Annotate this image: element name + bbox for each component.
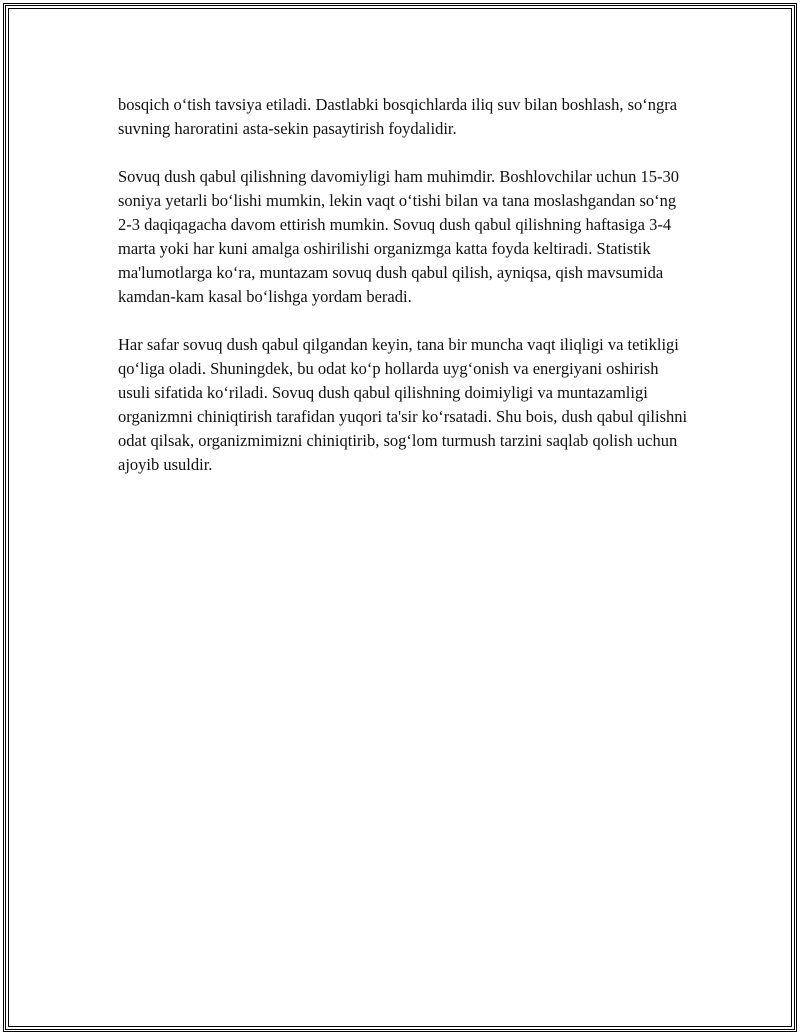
paragraph-3: Har safar sovuq dush qabul qilgandan keyin, tana bir muncha vaqt iliqligi va tetikligi qo‘liga oladi. Shuningdek, bu odat ko‘p hollarda uyg‘onish va energiyani oshirish usuli sifatida ko‘riladi. Sovuq dush qabul qilishning doimiyligi va muntazamligi organizmni chiniqtirish tarafidan yuqori ta'sir ko‘rsatadi. Shu bois, dush qabul qilishni odat qilsak, organizmimizni chiniqtirib, sog‘lom turmush tarzini saqlab qolish uchun ajoyib usuldir. xyxy=(118,335,688,474)
document-body xyxy=(118,93,688,501)
paragraph-1: bosqich o‘tish tavsiya etiladi. Dastlabki bosqichlarda iliq suv bilan boshlash, so‘ngra suvning haroratini asta-sekin pasaytirish foydalidir. xyxy=(118,95,678,138)
paragraph-2: Sovuq dush qabul qilishning davomiyligi ham muhimdir. Boshlovchilar uchun 15-30 soniya yetarli bo‘lishi mumkin, lekin vaqt o‘tishi bilan va tana moslashgandan so‘ng 2-3 daqiqagacha davom ettirish mumkin. Sovuq dush qabul qilishning haftasiga 3-4 marta yoki har kuni amalga oshirilishi organizmga katta foyda keltiradi. Statistik ma'lumotlarga ko‘ra, muntazam sovuq dush qabul qilish, ayniqsa, qish mavsumida kamdan-kam kasal bo‘lishga yordam beradi. xyxy=(118,167,679,306)
